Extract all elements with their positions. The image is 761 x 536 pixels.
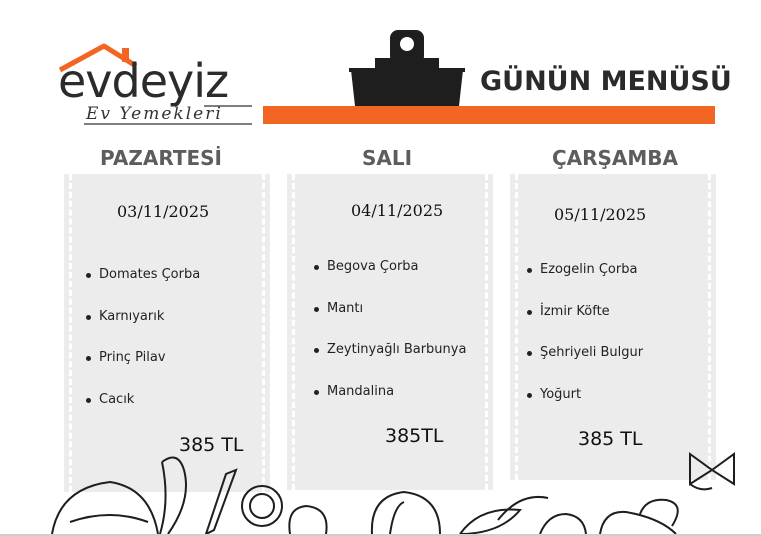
brand-name: evdeyiz xyxy=(58,54,229,108)
menu-item: Karnıyarık xyxy=(86,309,200,351)
day-heading-tuesday: SALI xyxy=(361,146,413,170)
menu-item: Mantı xyxy=(314,301,466,343)
menu-price: 385 TL xyxy=(578,428,643,450)
eggplant-icon xyxy=(600,512,676,534)
brand-tagline: Ev Yemekleri xyxy=(86,104,223,124)
menu-date: 05/11/2025 xyxy=(554,205,647,224)
menu-item: Cacık xyxy=(86,392,200,434)
garlic-icon xyxy=(289,506,326,534)
day-heading-monday: PAZARTESİ xyxy=(100,146,222,170)
menu-item: Yoğurt xyxy=(527,387,643,429)
brand-logo xyxy=(52,40,257,140)
mushroom-icon xyxy=(52,482,158,534)
menu-date: 03/11/2025 xyxy=(117,202,210,221)
pasta-bow-icon xyxy=(690,454,712,484)
page-title: GÜNÜN MENÜSÜ xyxy=(480,66,732,97)
knife-icon xyxy=(206,470,236,534)
menu-item: Domates Çorba xyxy=(86,267,200,309)
menu-item: Ezogelin Çorba xyxy=(527,262,643,304)
onion-icon xyxy=(372,492,440,534)
clipboard-clip-icon xyxy=(347,28,467,110)
mushroom-icon-small xyxy=(540,514,586,534)
menu-list xyxy=(86,267,200,433)
tomato-slice-icon xyxy=(242,486,282,526)
menu-price: 385TL xyxy=(385,425,444,447)
menu-item: Şehriyeli Bulgur xyxy=(527,345,643,387)
menu-list xyxy=(527,262,643,428)
menu-item: Mandalina xyxy=(314,384,466,426)
header-accent-bar xyxy=(263,106,715,124)
menu-item: İzmir Köfte xyxy=(527,304,643,346)
food-illustration xyxy=(0,430,761,536)
menu-price: 385 TL xyxy=(179,434,244,456)
menu-item: Zeytinyağlı Barbunya xyxy=(314,342,466,384)
menu-list xyxy=(314,259,466,425)
day-heading-wednesday: ÇARŞAMBA xyxy=(551,146,679,170)
menu-item: Prinç Pilav xyxy=(86,350,200,392)
menu-item: Begova Çorba xyxy=(314,259,466,301)
menu-date: 04/11/2025 xyxy=(351,201,444,220)
basil-leaf-icon xyxy=(460,510,520,535)
